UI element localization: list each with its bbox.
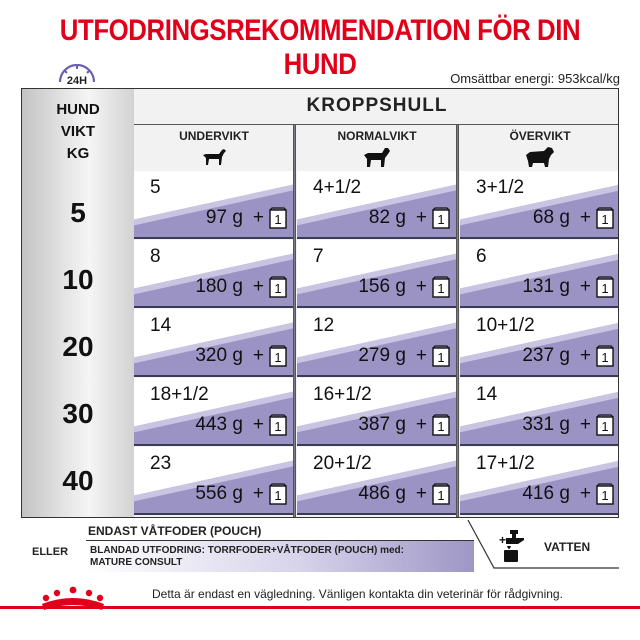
page-title: UTFODRINGSREKOMMENDATION FÖR DIN HUND xyxy=(59,14,581,81)
pouch-icon xyxy=(432,483,450,505)
svg-text:1: 1 xyxy=(274,419,282,434)
dry-food-amount: 17+1/2 xyxy=(476,453,535,474)
svg-text:1: 1 xyxy=(274,350,282,365)
thin-dog-icon xyxy=(200,145,228,167)
grams-value: 556 g xyxy=(195,483,243,504)
svg-text:1: 1 xyxy=(601,350,609,365)
plus-sign: + xyxy=(579,276,591,297)
weight-20: 20 xyxy=(62,331,94,362)
dry-food-amount: 14 xyxy=(150,315,172,336)
feeding-cell xyxy=(460,240,619,308)
svg-text:1: 1 xyxy=(437,419,445,434)
svg-text:1: 1 xyxy=(601,419,609,434)
plus-sign: + xyxy=(579,483,591,504)
plus-sign: + xyxy=(415,414,427,435)
plus-sign: + xyxy=(415,207,427,228)
grams-value: 279 g xyxy=(358,345,406,366)
pouch-icon xyxy=(432,414,450,436)
column-underweight: UNDERVIKT xyxy=(134,125,294,171)
plus-sign: + xyxy=(579,207,591,228)
royal-canin-crown-logo xyxy=(28,584,118,620)
pouch-icon xyxy=(432,345,450,367)
feeding-cell xyxy=(134,447,293,515)
weight-header: HUND VIKT KG xyxy=(56,101,100,162)
feeding-cell xyxy=(460,447,619,515)
grams-value: 486 g xyxy=(358,483,406,504)
clock-label: 24H xyxy=(66,75,88,87)
wet-food-amount xyxy=(522,483,614,505)
grams-value: 443 g xyxy=(195,414,243,435)
svg-text:1: 1 xyxy=(274,488,282,503)
wet-food-amount xyxy=(358,414,450,436)
pouch-icon xyxy=(269,276,287,298)
dry-food-amount: 4+1/2 xyxy=(313,177,362,198)
normal-dog-icon xyxy=(362,145,392,169)
feeding-cell xyxy=(297,171,456,239)
grams-value: 131 g xyxy=(522,276,570,297)
weight-10: 10 xyxy=(62,264,94,295)
body-condition-header: KROPPSHULL xyxy=(306,95,448,116)
plus-sign: + xyxy=(579,414,591,435)
grams-value: 180 g xyxy=(195,276,243,297)
plus-sign: + xyxy=(415,276,427,297)
grams-value: 331 g xyxy=(522,414,570,435)
grams-value: 387 g xyxy=(358,414,406,435)
dry-food-amount: 16+1/2 xyxy=(313,384,372,405)
grams-value: 82 g xyxy=(368,207,406,228)
pouch-icon xyxy=(432,276,450,298)
svg-text:1: 1 xyxy=(274,281,282,296)
feeding-cell xyxy=(460,171,619,239)
pouch-icon xyxy=(596,414,614,436)
column-normal-weight: NORMALVIKT xyxy=(297,125,457,171)
dry-food-amount: 3+1/2 xyxy=(476,177,525,198)
only-wet-food-label: ENDAST VÅTFODER (POUCH) xyxy=(88,524,262,538)
wet-food-amount xyxy=(195,414,287,436)
svg-text:1: 1 xyxy=(437,212,445,227)
column-overweight: ÖVERVIKT xyxy=(460,125,619,171)
disclaimer: Detta är endast en vägledning. Vänligen kontakta din veterinär för rådgivning. xyxy=(152,587,563,601)
feeding-cell xyxy=(297,309,456,377)
dry-food-amount: 23 xyxy=(150,453,172,474)
dry-food-amount: 7 xyxy=(313,246,324,267)
grams-value: 68 g xyxy=(532,207,570,228)
svg-text:1: 1 xyxy=(274,212,282,227)
wet-food-amount xyxy=(195,345,287,367)
plus-sign: + xyxy=(579,345,591,366)
water-tap-icon xyxy=(499,530,524,562)
plus-sign: + xyxy=(252,414,264,435)
feeding-cell xyxy=(134,378,293,446)
pouch-icon xyxy=(269,345,287,367)
grams-value: 237 g xyxy=(522,345,570,366)
grams-value: 97 g xyxy=(205,207,243,228)
feeding-cell xyxy=(460,378,619,446)
wet-food-amount xyxy=(369,207,450,229)
svg-text:+: + xyxy=(499,533,507,547)
plus-sign: + xyxy=(415,483,427,504)
feeding-cell xyxy=(297,240,456,308)
pouch-icon xyxy=(269,483,287,505)
feeding-cell xyxy=(460,309,619,377)
svg-text:1: 1 xyxy=(601,281,609,296)
pouch-icon xyxy=(269,207,287,229)
wet-food-amount xyxy=(206,207,287,229)
grams-value: 416 g xyxy=(522,483,570,504)
column-divider-1 xyxy=(293,125,296,518)
svg-text:1: 1 xyxy=(601,212,609,227)
svg-text:1: 1 xyxy=(437,488,445,503)
feeding-cell xyxy=(134,171,293,239)
water-label: VATTEN xyxy=(544,540,591,554)
feeding-table xyxy=(21,88,619,518)
plus-sign: + xyxy=(252,483,264,504)
feeding-cell xyxy=(134,240,293,308)
dry-food-amount: 5 xyxy=(150,177,161,198)
dry-food-amount: 14 xyxy=(476,384,498,405)
pouch-icon xyxy=(432,207,450,229)
pouch-icon xyxy=(596,276,614,298)
column-divider-2 xyxy=(456,125,459,518)
wet-food-amount xyxy=(533,207,614,229)
weight-column xyxy=(22,89,134,518)
energy-info: Omsättbar energi: 953kcal/kg xyxy=(450,71,620,86)
pouch-icon xyxy=(596,207,614,229)
weight-5: 5 xyxy=(70,197,86,228)
pouch-icon xyxy=(269,414,287,436)
wet-food-amount xyxy=(522,276,614,298)
or-label: ELLER xyxy=(32,546,69,558)
dry-food-amount: 10+1/2 xyxy=(476,315,535,336)
dry-food-amount: 20+1/2 xyxy=(313,453,372,474)
plus-sign: + xyxy=(252,345,264,366)
dry-food-amount: 6 xyxy=(476,246,487,267)
mixed-feeding-note: BLANDAD UTFODRING: TORRFODER+VÅTFODER (POUCH) med: MATURE CONSULT xyxy=(86,540,474,572)
pouch-icon xyxy=(596,345,614,367)
wet-food-amount xyxy=(358,276,450,298)
svg-text:1: 1 xyxy=(601,488,609,503)
dry-food-amount: 12 xyxy=(313,315,335,336)
plus-sign: + xyxy=(415,345,427,366)
feeding-cell xyxy=(297,447,456,515)
pouch-icon xyxy=(596,483,614,505)
grams-value: 320 g xyxy=(195,345,243,366)
wet-food-amount xyxy=(522,414,614,436)
svg-text:1: 1 xyxy=(437,281,445,296)
wet-food-amount xyxy=(195,276,287,298)
wet-food-amount xyxy=(358,345,450,367)
feeding-cell xyxy=(134,309,293,377)
water-box xyxy=(466,518,619,570)
dry-food-amount: 18+1/2 xyxy=(150,384,209,405)
svg-text:1: 1 xyxy=(437,350,445,365)
wet-food-amount xyxy=(522,345,614,367)
weight-40: 40 xyxy=(62,465,94,496)
plus-sign: + xyxy=(252,207,264,228)
weight-30: 30 xyxy=(62,398,94,429)
wet-food-amount xyxy=(195,483,287,505)
plus-sign: + xyxy=(252,276,264,297)
feeding-cell xyxy=(297,378,456,446)
fat-dog-icon xyxy=(524,145,556,169)
dry-food-amount: 8 xyxy=(150,246,161,267)
wet-food-amount xyxy=(358,483,450,505)
grams-value: 156 g xyxy=(358,276,406,297)
